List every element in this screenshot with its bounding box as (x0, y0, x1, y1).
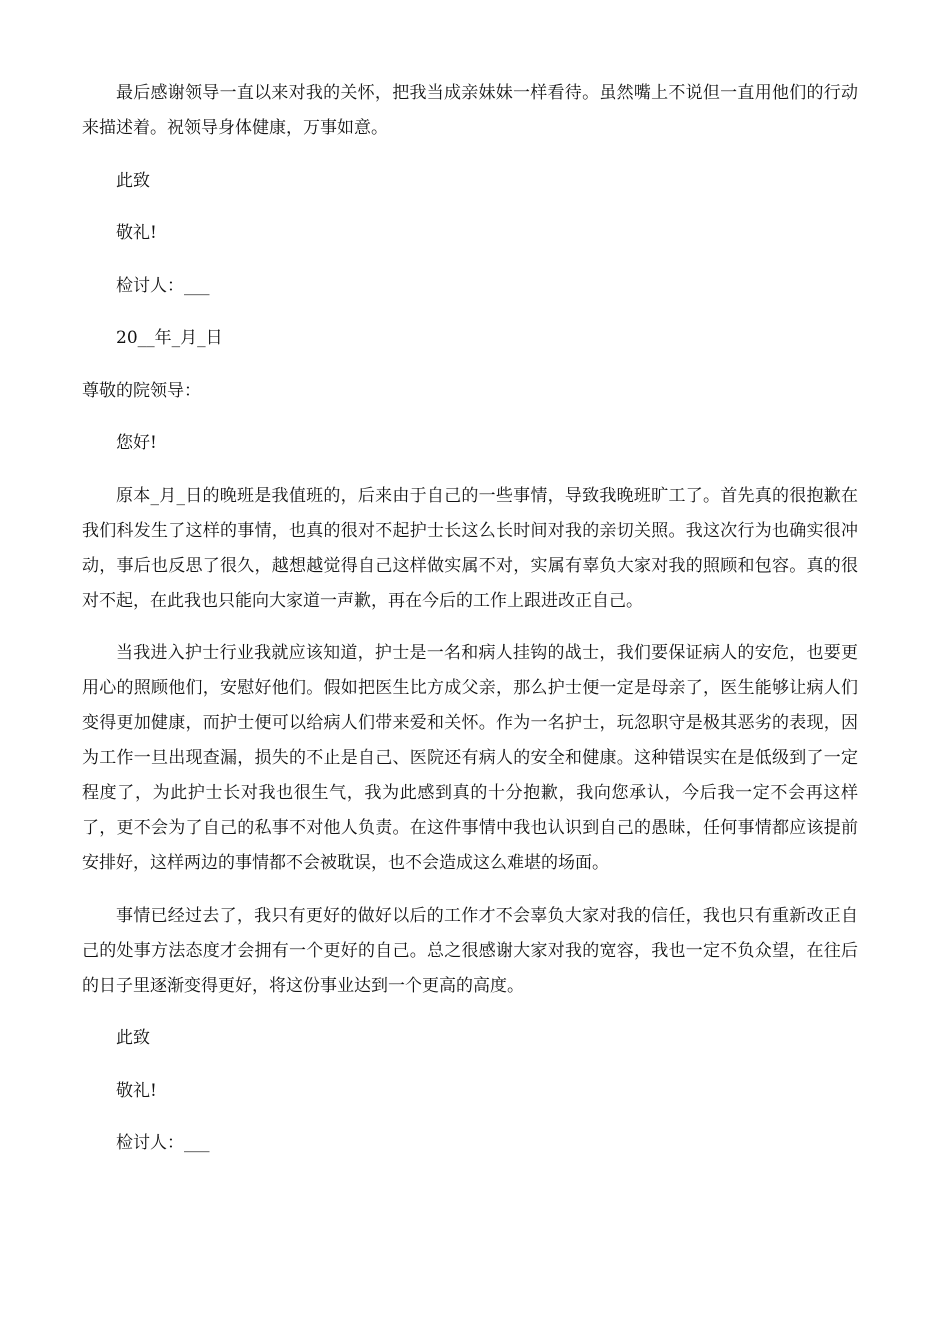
addressee: 尊敬的院领导： (82, 380, 201, 401)
salutation-cizhi-2: 此致 (116, 1028, 150, 1048)
body-paragraph-1: 原本_月_日的晚班是我值班的，后来由于自己的一些事情，导致我晚班旷工了。首先真的很抱歉在我们科发生了这样的事情，也真的很对不起护士长这么长时间对我的亲切关照。我这次行为也确实很冲动，事后也反思了很久，越想越觉得自己这样做实属不对，实属有辜负大家对我的照顾和包容。真的很对不起，在此我也只能向大家道一声歉，再在今后的工作上跟进改正自己。 (82, 485, 858, 611)
document-page (82, 76, 858, 1179)
body-paragraph-3: 事情已经过去了，我只有更好的做好以后的工作才不会辜负大家对我的信任，我也只有重新改正自己的处事方法态度才会拥有一个更好的自己。总之很感谢大家对我的宽容，我也一定不负众望，在往后的日子里逐渐变得更好，将这份事业达到一个更高的高度。 (82, 905, 858, 996)
closing-paragraph: 最后感谢领导一直以来对我的关怀，把我当成亲妹妹一样看待。虽然嘴上不说但一直用他们的行动来描述着。祝领导身体健康，万事如意。 (82, 83, 858, 138)
date-line: 20__年_月_日 (116, 328, 223, 348)
body-paragraph-2: 当我进入护士行业我就应该知道，护士是一名和病人挂钩的战士，我们要保证病人的安危，也要更用心的照顾他们，安慰好他们。假如把医生比方成父亲，那么护士便一定是母亲了，医生能够让病人们变得更加健康，而护士便可以给病人们带来爱和关怀。作为一名护士，玩忽职守是极其恶劣的表现，因为工作一旦出现查漏，损失的不止是自己、医院还有病人的安全和健康。这种错误实在是低级到了一定程度了，为此护士长对我也很生气，我为此感到真的十分抱歉，我向您承认，今后我一定不会再这样了，更不会为了自己的私事不对他人负责。在这件事情中我也认识到自己的愚昧，任何事情都应该提前安排好，这样两边的事情都不会被耽误，也不会造成这么难堪的场面。 (82, 643, 858, 873)
salutation-cizhi: 此致 (116, 170, 150, 191)
signature-line: 检讨人：___ (116, 275, 210, 296)
signature-line-2: 检讨人：___ (116, 1133, 210, 1153)
salutation-jingli-2: 敬礼! (116, 1080, 157, 1101)
greeting: 您好! (116, 433, 157, 453)
salutation-jingli: 敬礼! (116, 223, 157, 243)
